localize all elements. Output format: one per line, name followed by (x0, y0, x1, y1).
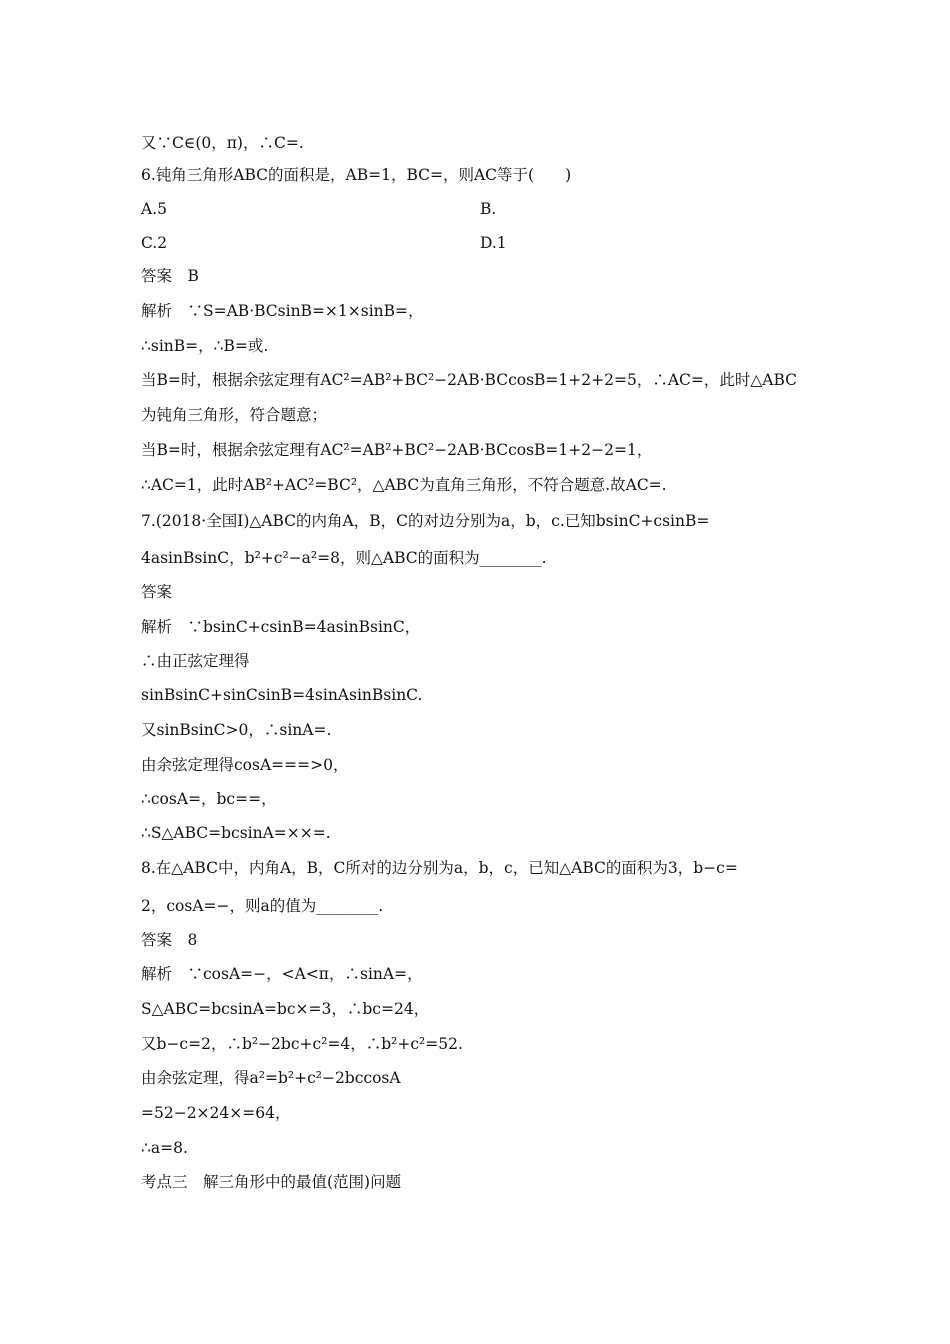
analysis-line: 解析 ∵S=AB·BCsinB=×1×sinB=， (141, 302, 424, 320)
text-line: 当B=时，根据余弦定理有AC²=AB²+BC²−2AB·BCcosB=1+2+2=5，∴AC=，此时△ABC (141, 371, 798, 389)
question-8-cont: 2，cosA=−，则a的值为________. (141, 897, 384, 915)
option-b: B. (480, 200, 497, 218)
text-line: sinBsinC+sinCsinB=4sinAsinBsinC. (141, 686, 423, 704)
text-line: ∴a=8. (141, 1139, 188, 1157)
text-line: 又b−c=2，∴b²−2bc+c²=4，∴b²+c²=52. (141, 1035, 463, 1053)
question-7-cont: 4asinBsinC，b²+c²−a²=8，则△ABC的面积为________. (141, 549, 547, 567)
text-line: 又sinBsinC>0，∴sinA=. (141, 721, 332, 739)
text-line: =52−2×24×=64， (141, 1104, 291, 1122)
answer-label: 答案 (141, 583, 173, 601)
text-line: 当B=时，根据余弦定理有AC²=AB²+BC²−2AB·BCcosB=1+2−2=1， (141, 441, 653, 459)
analysis-line: 解析 ∵bsinC+csinB=4asinBsinC， (141, 618, 421, 636)
answer-label: 答案 B (141, 267, 199, 285)
text-line: S△ABC=bcsinA=bc×=3，∴bc=24， (141, 1000, 430, 1018)
text-line: 为钝角三角形，符合题意； (141, 406, 328, 424)
option-d: D.1 (480, 234, 507, 252)
text-line: ∴cosA=，bc==， (141, 790, 277, 808)
text-line: ∴S△ABC=bcsinA=××=. (141, 824, 331, 842)
question-7: 7.(2018·全国Ⅰ)△ABC的内角A，B，C的对边分别为a，b，c.已知bsinC+csinB= (141, 512, 710, 530)
text-line: 又∵C∈(0，π)，∴C=. (141, 134, 304, 152)
section-heading: 考点三 解三角形中的最值(范围)问题 (141, 1173, 402, 1191)
text-line: ∴由正弦定理得 (141, 652, 250, 670)
question-6: 6.钝角三角形ABC的面积是，AB=1，BC=，则AC等于( ) (141, 166, 572, 184)
answer-label: 答案 8 (141, 931, 198, 949)
text-line: 由余弦定理得cosA===>0， (141, 756, 349, 774)
option-c: C.2 (141, 234, 168, 252)
text-line: ∴AC=1，此时AB²+AC²=BC²，△ABC为直角三角形，不符合题意.故AC=. (141, 476, 667, 494)
analysis-line: 解析 ∵cosA=−，<A<π，∴sinA=， (141, 965, 423, 983)
text-line: 由余弦定理，得a²=b²+c²−2bccosA (141, 1069, 401, 1087)
question-8: 8.在△ABC中，内角A，B，C所对的边分别为a，b，c，已知△ABC的面积为3，b−c= (141, 859, 738, 877)
text-line: ∴sinB=，∴B=或. (141, 337, 269, 355)
option-a: A.5 (141, 200, 167, 218)
